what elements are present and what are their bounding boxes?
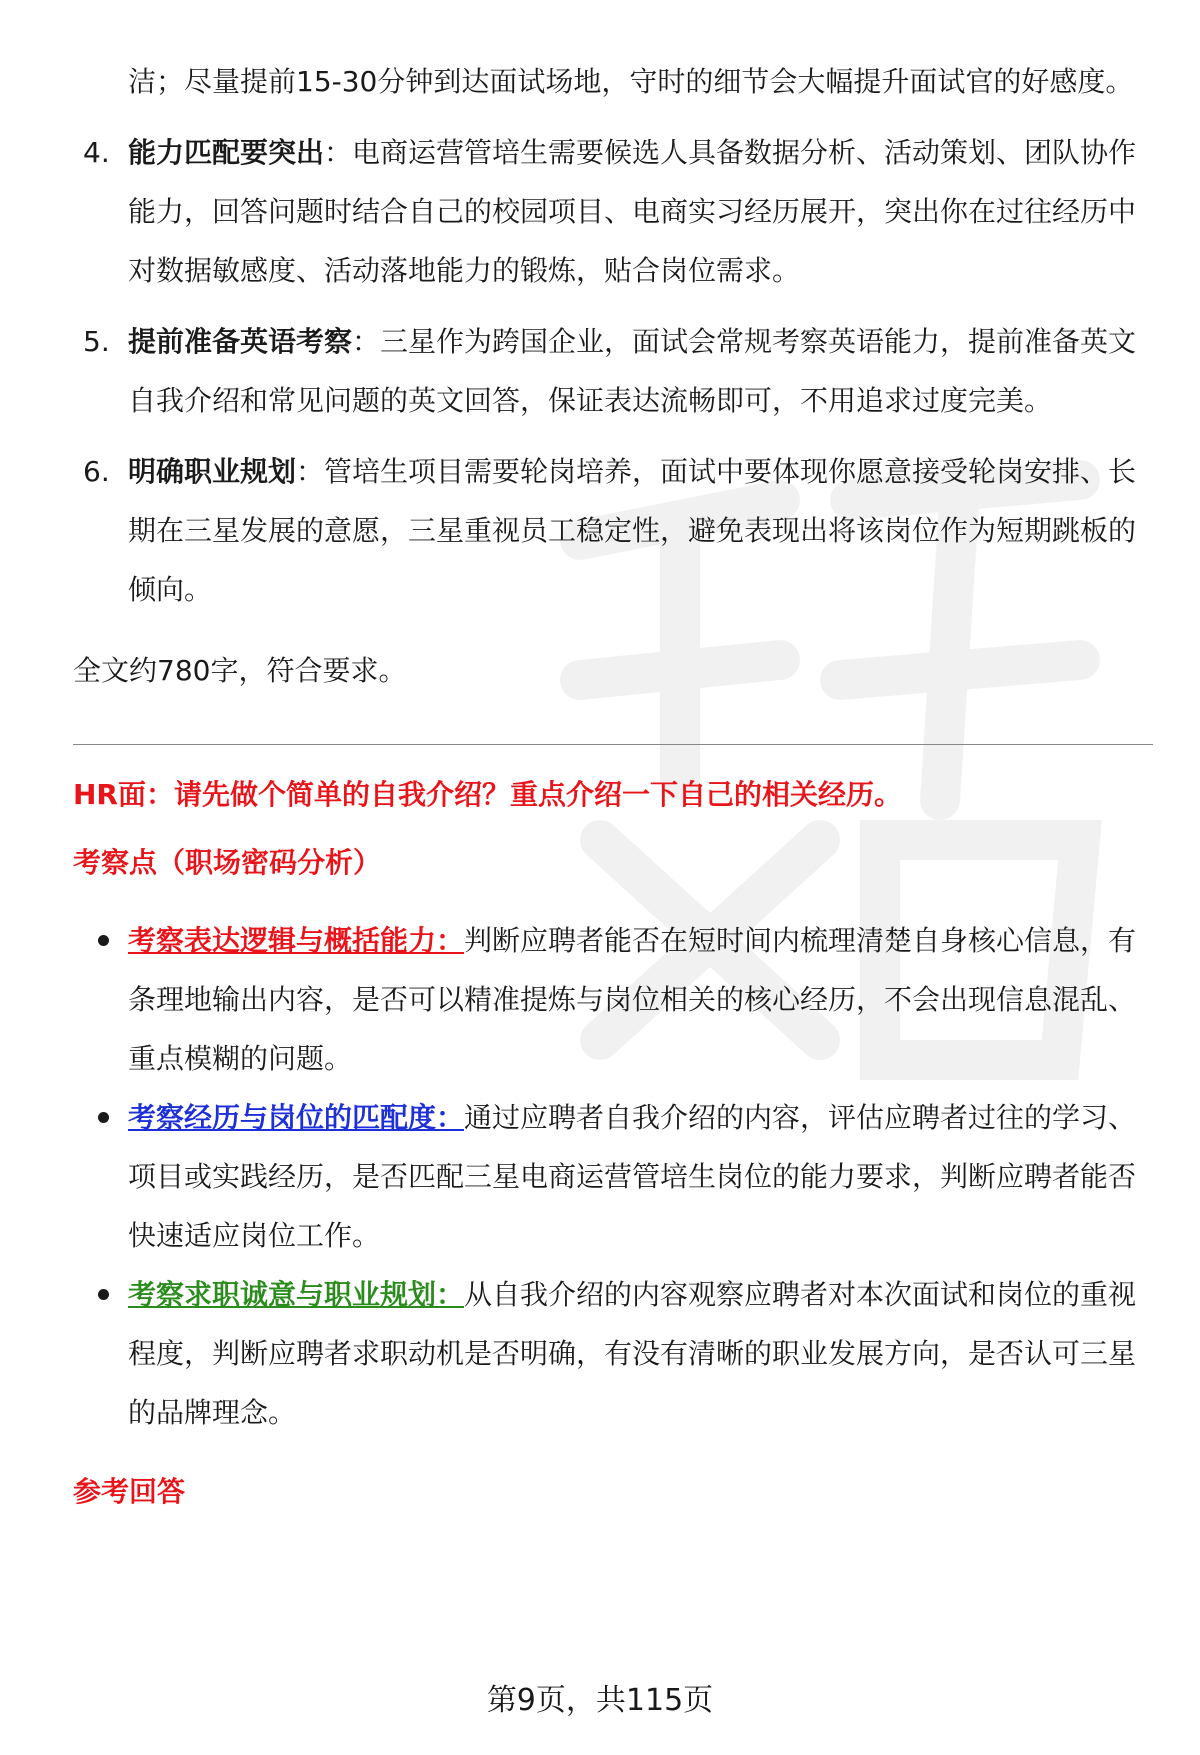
intro-tail-text: 洁；尽量提前15-30分钟到达面试场地，守时的细节会大幅提升面试官的好感度。 [128, 65, 1134, 98]
point-tag: 考察求职诚意与职业规划： [128, 1278, 465, 1311]
point-body: 通过应聘者自我介绍的内容，评估应聘者过往的学习、项目或实践经历，是否匹配三星电商运营管培生岗位的能力要求，判断应聘者能否快速适应岗位工作。 [128, 1101, 1137, 1252]
word-count-note: 全文约780字，符合要求。 [73, 654, 407, 687]
document-body [73, 52, 1153, 1540]
tip-item [73, 312, 1153, 430]
tip-body: ：电商运营管培生需要候选人具备数据分析、活动策划、团队协作能力，回答问题时结合自己的校园项目、电商实习经历展开，突出你在过往经历中对数据敏感度、活动落地能力的锻炼，贴合岗位需求。 [128, 136, 1137, 287]
bullet-dot-icon [98, 1289, 109, 1300]
tips-list [73, 123, 1153, 619]
page-footer: 第9页，共115页 [486, 1683, 714, 1718]
tip-body: ：三星作为跨国企业，面试会常规考察英语能力，提前准备英文自我介绍和常见问题的英文回答，保证表达流畅即可，不用追求过度完美。 [128, 325, 1137, 417]
point-body: 判断应聘者能否在短时间内梳理清楚自身核心信息，有条理地输出内容，是否可以精准提炼与岗位相关的核心经历，不会出现信息混乱、重点模糊的问题。 [128, 924, 1137, 1075]
tip-item [73, 442, 1153, 619]
tip-body: ：管培生项目需要轮岗培养，面试中要体现你愿意接受轮岗安排、长期在三星发展的意愿，三星重视员工稳定性，避免表现出将该岗位作为短期跳板的倾向。 [128, 455, 1137, 606]
point-tag: 考察经历与岗位的匹配度： [128, 1101, 465, 1134]
tip-title: 明确职业规划 [128, 455, 297, 488]
section-divider [73, 744, 1153, 745]
analysis-point [73, 1265, 1153, 1442]
bullet-dot-icon [98, 1112, 109, 1123]
reference-heading: 参考回答 [73, 1475, 186, 1508]
point-tag: 考察表达逻辑与概括能力： [128, 924, 465, 957]
interview-question: HR面：请先做个简单的自我介绍？重点介绍一下自己的相关经历。 [73, 778, 902, 811]
analysis-heading: 考察点（职场密码分析） [73, 846, 382, 879]
bullet-dot-icon [98, 935, 109, 946]
tip-number: 4. [83, 136, 110, 169]
tip-number: 6. [83, 455, 110, 488]
point-body: 从自我介绍的内容观察应聘者对本次面试和岗位的重视程度，判断应聘者求职动机是否明确，有没有清晰的职业发展方向，是否认可三星的品牌理念。 [128, 1278, 1137, 1429]
analysis-point [73, 1088, 1153, 1265]
tip-title: 能力匹配要突出 [128, 136, 325, 169]
tip-number: 5. [83, 325, 110, 358]
analysis-point [73, 911, 1153, 1088]
tip-item [73, 123, 1153, 300]
analysis-points [73, 911, 1153, 1442]
tip-title: 提前准备英语考察 [128, 325, 353, 358]
